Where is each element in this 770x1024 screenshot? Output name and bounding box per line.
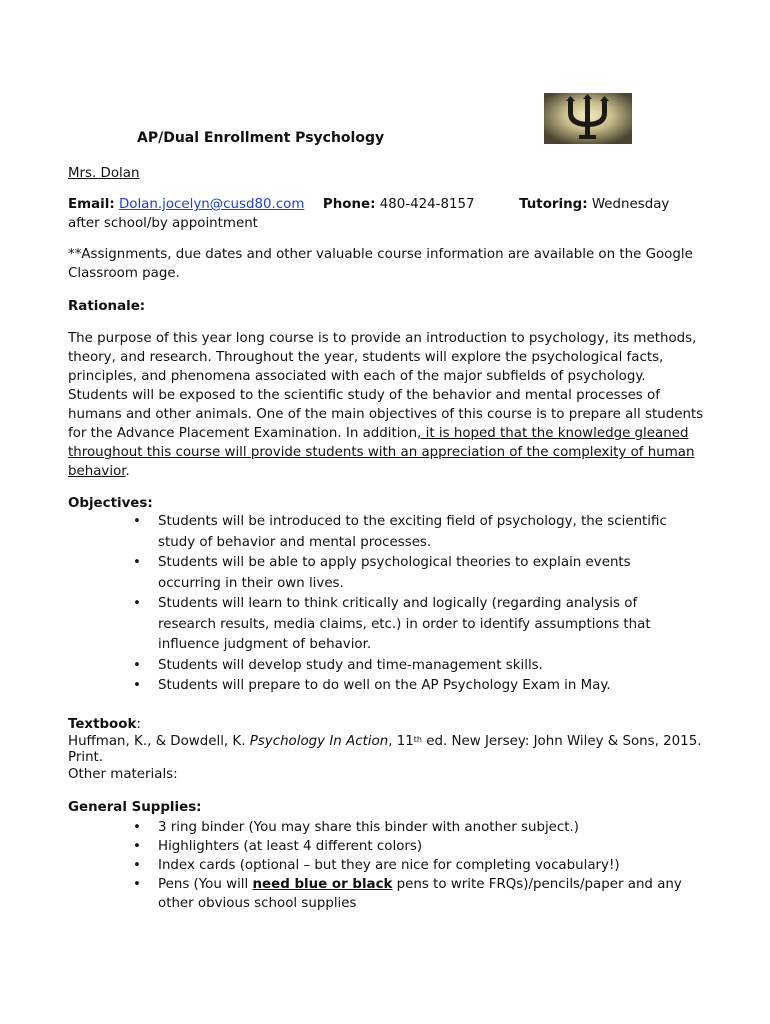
tutoring-details: after school/by appointment (68, 216, 258, 231)
textbook-title: Psychology In Action (249, 733, 389, 749)
bullet-icon: • (133, 877, 141, 892)
list-item: • Students will be introduced to the exciting field of psychology, the scientific study of behavior and mental processes. (133, 514, 667, 550)
textbook-section: Textbook: Huffman, K., & Dowdell, K. Psychology In Action, 11th ed. New Jersey: John Wiley & Sons, 2015. Print. Other materials: (68, 717, 702, 782)
bullet-icon: • (133, 820, 141, 835)
tutoring-label: Tutoring: (519, 197, 588, 212)
list-item: • Students will be able to apply psychological theories to explain events occurring in their own lives. (133, 555, 631, 591)
supplies-list (133, 818, 693, 913)
list-item: • 3 ring binder (You may share this binder with another subject.) (133, 820, 580, 835)
course-title: AP/Dual Enrollment Psychology (137, 130, 385, 146)
other-materials: Other materials: (68, 766, 178, 782)
list-item: • Index cards (optional – but they are nice for completing vocabulary!) (133, 858, 620, 873)
email-label: Email: (68, 197, 115, 212)
bullet-icon: • (133, 678, 141, 693)
textbook-publisher: ed. New Jersey: John Wiley & Sons, 2015. Print. (68, 733, 702, 765)
tutoring-value: Wednesday (591, 197, 670, 212)
bullet-icon: • (133, 858, 141, 873)
textbook-heading: Textbook (68, 717, 137, 732)
psi-symbol-icon (544, 93, 632, 144)
list-item: • Students will learn to think critically and logically (regarding analysis of research results, media claims, etc.) in order to identify assumptions that influence judgment of behavior. (133, 596, 651, 652)
phone-label: Phone: (322, 197, 376, 212)
supplies-heading: General Supplies: (68, 800, 202, 815)
rationale-end: . (125, 464, 130, 479)
teacher-name: Mrs. Dolan (68, 166, 140, 181)
bullet-icon: • (133, 555, 141, 570)
phone-number: 480-424-8157 (379, 197, 475, 212)
list-item: • Students will prepare to do well on the AP Psychology Exam in May. (133, 676, 693, 697)
list-item: • Highlighters (at least 4 different colors) (133, 839, 423, 854)
rationale-body (68, 329, 708, 481)
rationale-heading: Rationale: (68, 299, 146, 314)
bullet-icon: • (133, 514, 141, 529)
list-item: • Pens (You will need blue or black pens to write FRQs)/pencils/paper and any other obvious school supplies (133, 877, 682, 911)
rationale-text: The purpose of this year long course is to provide an introduction to psychology, its methods, theory, and research. Throughout the year, students will explore the psychological facts, principles, and phenomena associated with each of the major subfields of psychology. Students will be exposed to the scientific study of the behavior and mental processes of humans and other animals. One of the main objectives of this course is to prepare all students for the Advance Placement Examination. In addition (68, 331, 704, 441)
bullet-icon: • (133, 839, 141, 854)
pens-emphasis: need blue or black (252, 877, 393, 892)
email-link[interactable]: Dolan.jocelyn@cusd80.com (118, 197, 305, 212)
list-item: • Students will develop study and time-management skills. (133, 656, 693, 677)
objectives-heading: Objectives: (68, 496, 153, 511)
classroom-note: **Assignments, due dates and other valuable course information are available on the Google Classroom page. (68, 247, 693, 281)
bullet-icon: • (133, 657, 141, 673)
bullet-icon: • (133, 596, 141, 611)
textbook-authors: Huffman, K., & Dowdell, K. (68, 733, 250, 749)
objectives-list (133, 512, 693, 697)
contact-info (68, 195, 708, 233)
rationale-underlined-text: , it is hoped that the knowledge gleaned throughout this course will provide students with an appreciation of the complexity of human behavior (68, 426, 695, 479)
